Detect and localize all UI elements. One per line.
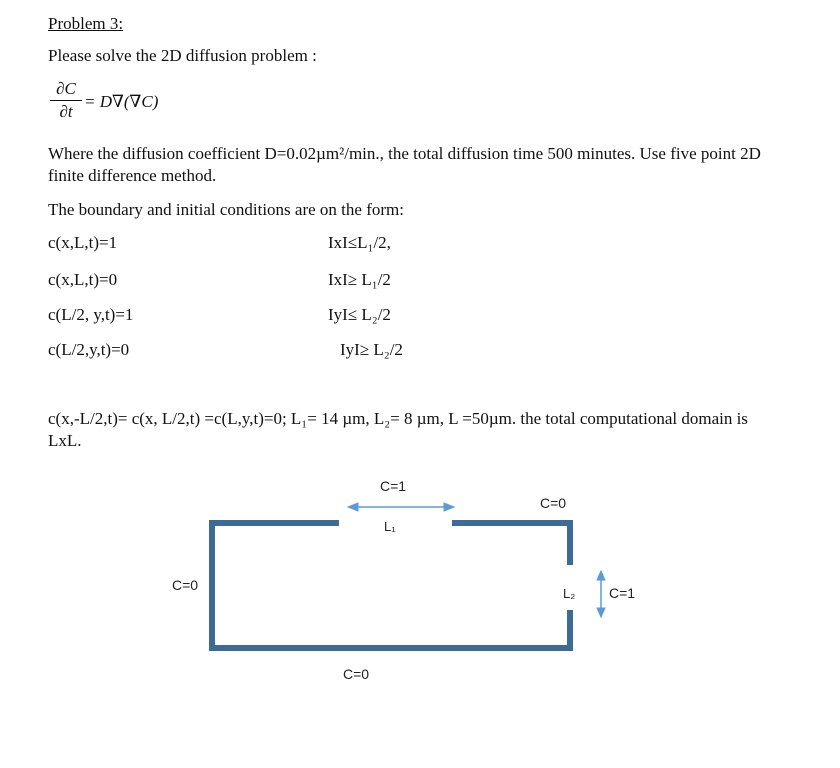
l1-arrow [348,503,454,511]
l2-arrow [597,571,605,617]
right-label: C=1 [609,585,636,601]
condition-4-left: c(L/2,y,t)=0 [48,340,130,359]
pde-fraction [48,80,84,121]
condition-1-right: IxI≤L₁/2, [328,233,391,252]
l2-label: L₂ [563,586,576,601]
condition-1-left: c(x,L,t)=1 [48,233,118,252]
top-right-label: C=0 [540,495,567,511]
condition-4-right: IyI≥ L₂/2 [340,340,403,359]
condition-3-right: IyI≤ L₂/2 [328,305,391,324]
extra-conditions-text: c(x,-L/2,t)= c(x, L/2,t) =c(L,y,t)=0; L₁= 14 µm, L₂= 8 µm, L =50µm. the total computational domain is LxL. [48,409,748,450]
bc-intro: The boundary and initial conditions are on the form: [48,200,404,219]
bottom-label: C=0 [343,666,370,682]
l1-label: L₁ [384,519,396,534]
fraction-denominator: ∂t [59,102,73,121]
pde-rhs: = D∇(∇C) [84,92,159,111]
top-label: C=1 [380,478,407,494]
problem-title: Problem 3: [48,14,124,33]
fraction-numerator: ∂C [56,79,76,98]
condition-2-right: IxI≥ L₁/2 [328,270,391,289]
condition-2-left: c(x,L,t)=0 [48,270,118,289]
condition-3-left: c(L/2, y,t)=1 [48,305,134,324]
description-text: Where the diffusion coefficient D=0.02µm²/min., the total diffusion time 500 minutes. Use five point 2D finite difference method. [48,144,761,185]
intro-text: Please solve the 2D diffusion problem : [48,46,317,65]
fraction-bar [50,100,82,101]
left-label: C=0 [172,577,199,593]
